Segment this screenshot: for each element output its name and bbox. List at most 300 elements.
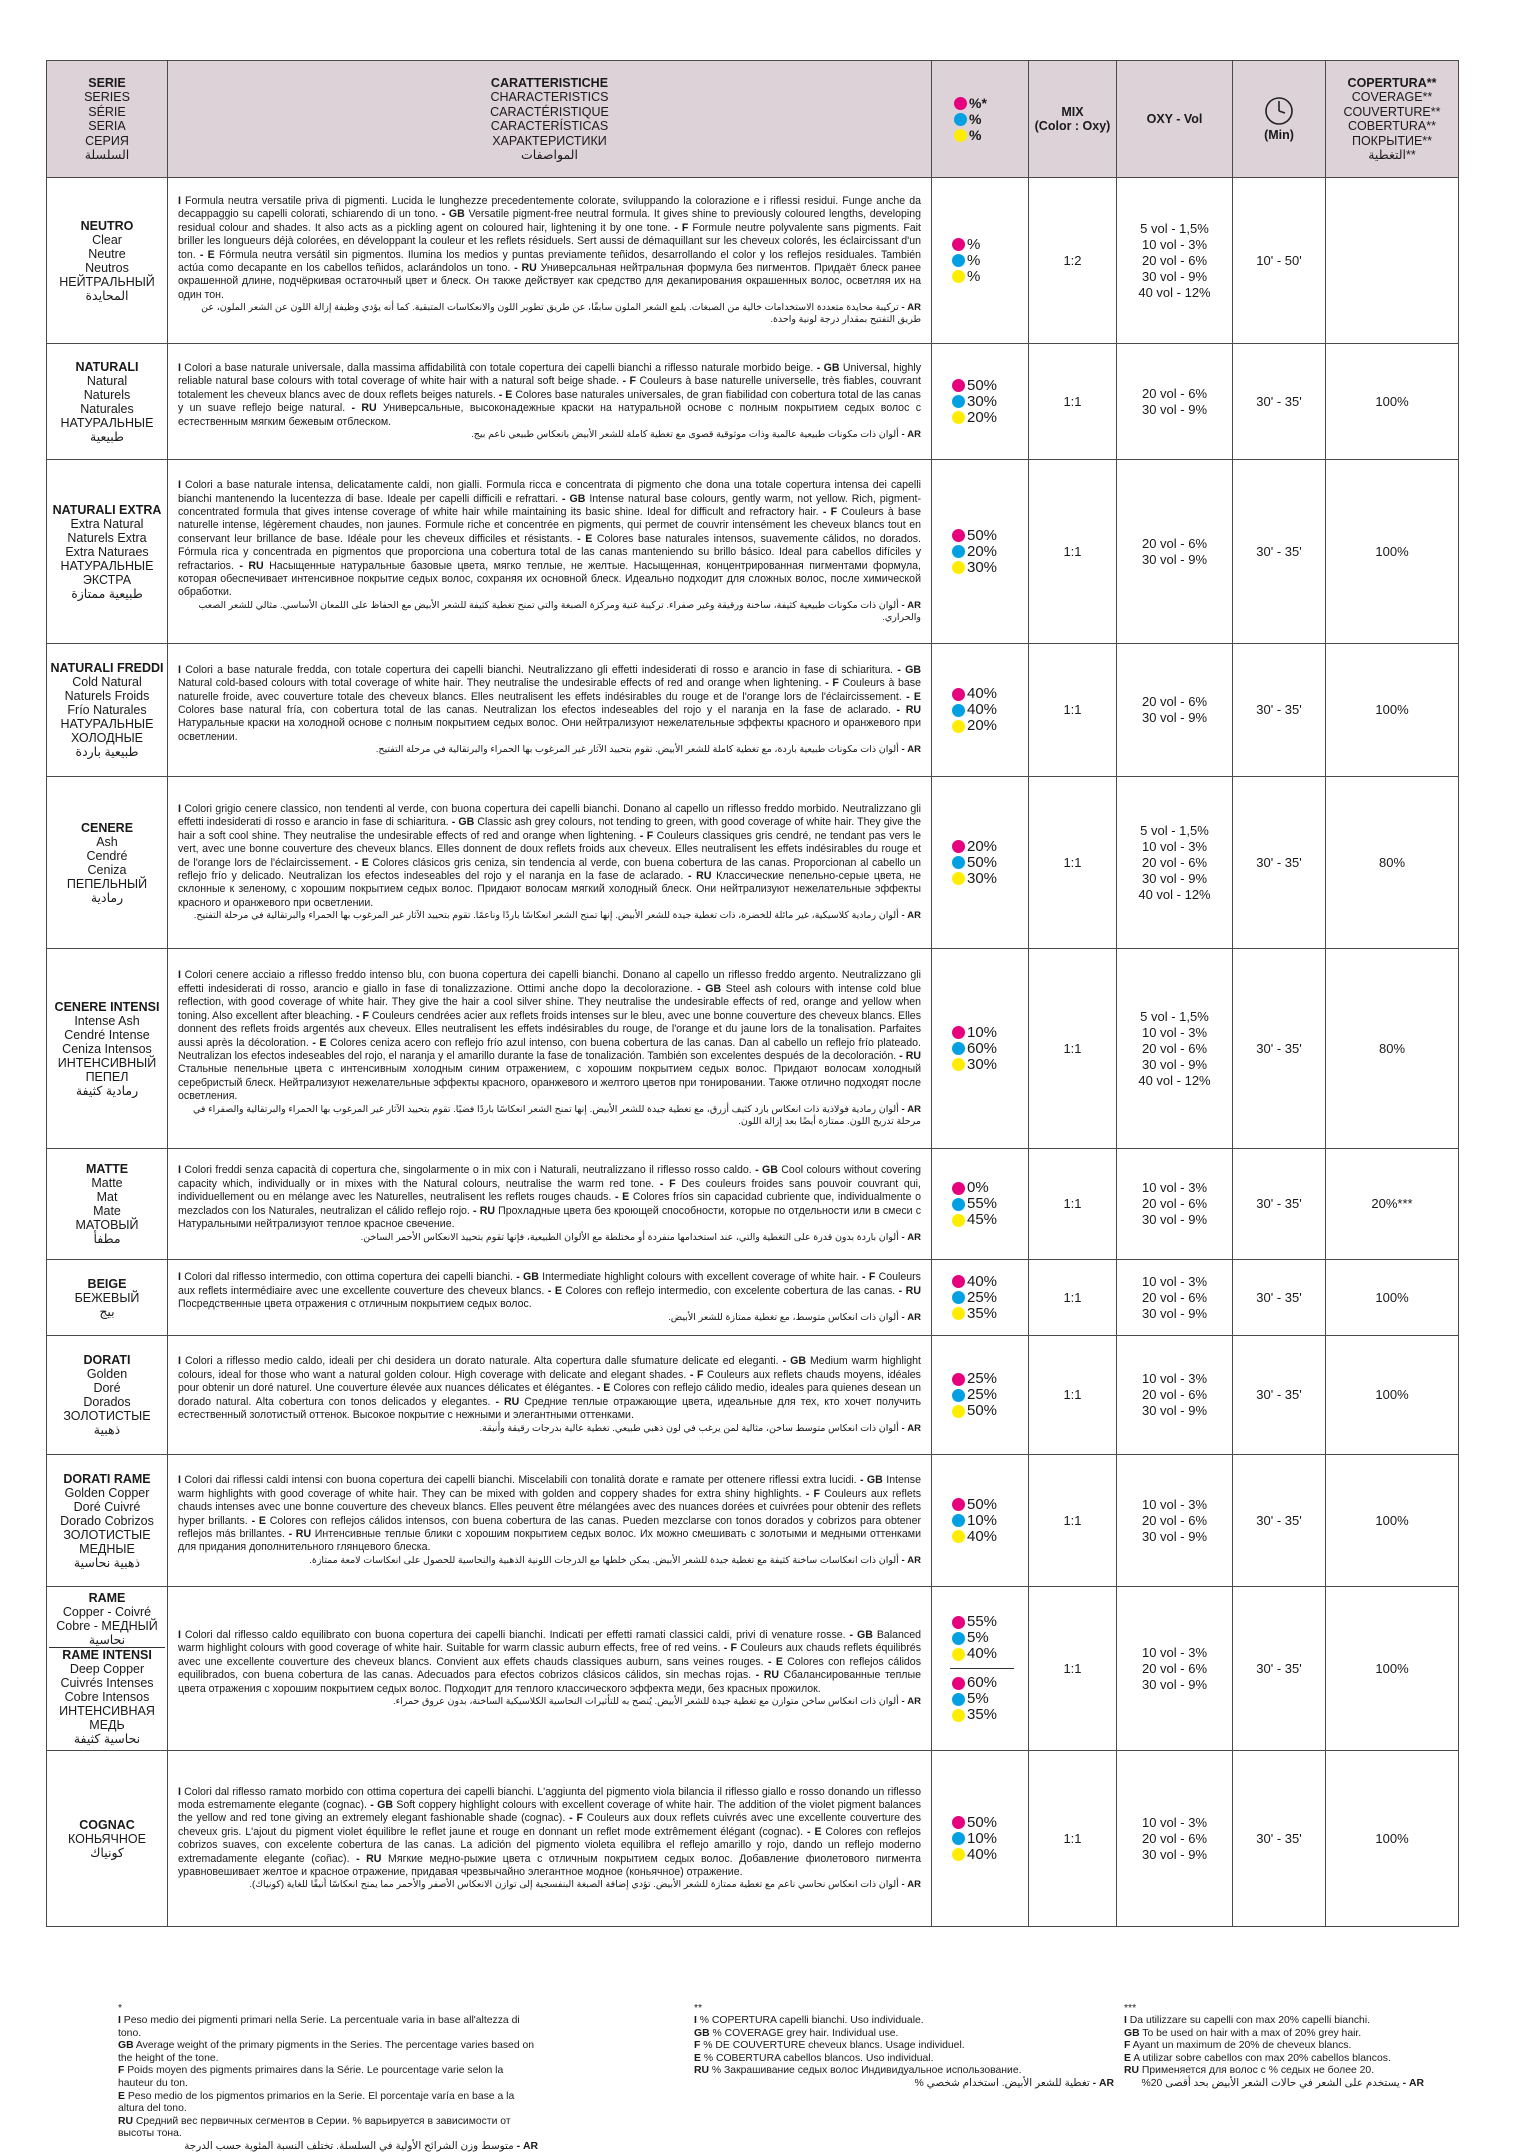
serie-name: Cold Natural bbox=[72, 675, 142, 689]
serie-name: Doré Cuivré bbox=[73, 1499, 141, 1514]
coverage-cell: 80% bbox=[1326, 777, 1459, 949]
footnote-text: يستخدم على الشعر في حالات الشعر الأبيض بحد أقصى 20% bbox=[1141, 2077, 1403, 2089]
footnote-text: Average weight of the primary pigments in the Series. The percentage varies based on the height of the tone. bbox=[118, 2040, 535, 2064]
language-code: - E bbox=[354, 856, 369, 869]
pigment-value: 40% bbox=[967, 1645, 998, 1662]
description-segment: Classic ash grey colours, not tending to green, with good coverage of white hair. They give the hair a soft cool shine. They neutralise the undesirable effects of red and orange when lightening. bbox=[178, 816, 921, 842]
language-code: - GB bbox=[859, 1474, 883, 1487]
oxy-cell bbox=[1117, 344, 1233, 460]
language-code: - F bbox=[569, 1812, 583, 1825]
serie-cell bbox=[47, 1587, 168, 1751]
header-cov-label-3: COBERTURA** bbox=[1348, 119, 1436, 133]
oxy-value: 20 vol - 6% bbox=[1141, 854, 1208, 870]
cyan-dot-icon bbox=[952, 1291, 965, 1304]
language-code: AR - bbox=[901, 1879, 921, 1891]
characteristics-cell bbox=[168, 1587, 932, 1751]
footnote-text: Poids moyen des pigments primaires dans la Série. Le pourcentage varie selon la hauteur du ton. bbox=[118, 2065, 504, 2089]
header-cov-label-4: ПОКРЫТИЕ** bbox=[1351, 133, 1433, 148]
description-text bbox=[178, 1271, 921, 1311]
serie-cell bbox=[47, 644, 168, 777]
oxy-value: 40 vol - 12% bbox=[1138, 1072, 1211, 1088]
oxy-cell bbox=[1117, 1149, 1233, 1260]
coverage-cell: 100% bbox=[1326, 460, 1459, 644]
description-segment: Couleurs aux reflets intermédiaire avec une excellente couverture des cheveux blancs. bbox=[178, 1271, 921, 1297]
pigment-value: 55% bbox=[967, 1613, 998, 1630]
serie-name: Ash bbox=[96, 834, 118, 849]
table-row bbox=[47, 949, 1459, 1149]
yellow-dot-icon bbox=[952, 1848, 965, 1861]
serie-name: Ceniza bbox=[87, 862, 127, 877]
magenta-dot-icon bbox=[952, 1373, 965, 1386]
description-segment: Intense natural base colours, gently warm, not yellow. Rich, pigment-concentrated formula that gives intense coverage of white hair while maintaining its basic shine. Ideal for difficult and refractory hair. bbox=[178, 492, 922, 518]
description-segment: Couleurs à base naturelle intense, légèrement chaudes, non jaunes. Formule riche et concentrée en pigments, qui permet de couvrir intensément les cheveux blancs tout en conservant leur brillance de base. Idéale pour les cheveux difficiles et résistants. bbox=[178, 505, 922, 545]
description-text bbox=[178, 1355, 921, 1422]
serie-name: ذهبية bbox=[93, 1423, 121, 1437]
pigment-row bbox=[952, 1707, 1028, 1723]
description-segment: Colori a base naturale universale, dalla massima affidabilità con totale copertura dei capelli bianchi a riflesso naturale morbido beige. bbox=[180, 361, 817, 374]
serie-name: Naturels bbox=[83, 387, 131, 402]
oxy-cell bbox=[1117, 1336, 1233, 1455]
description-segment: Colori dai riflessi caldi intensi con buona copertura dei capelli bianchi. Miscelabili con tonalità dorate e ramate per ottenere riflessi extra lucidi. bbox=[180, 1474, 860, 1487]
serie-name: НАТУРАЛЬНЫЕ bbox=[60, 558, 154, 573]
serie-cell bbox=[47, 1260, 168, 1336]
language-code: - RU bbox=[898, 1284, 921, 1297]
description-segment: Colori a base naturale fredda, con totale copertura dei capelli bianchi. Neutralizzano gli effetti indesiderati di rosso e arancio in fase di schiaritura. bbox=[180, 663, 898, 676]
cyan-dot-icon bbox=[954, 113, 967, 126]
footnote-line bbox=[118, 2116, 538, 2141]
arabic-description bbox=[178, 910, 921, 922]
serie-name: كونياك bbox=[90, 1845, 124, 1860]
pigment-cell bbox=[932, 1149, 1029, 1260]
header-min-label: (Min) bbox=[1264, 127, 1294, 142]
serie-name: نحاسية bbox=[49, 1633, 165, 1648]
language-code: AR - bbox=[901, 429, 921, 441]
cyan-dot-icon bbox=[952, 545, 965, 558]
oxy-value: 30 vol - 9% bbox=[1141, 1846, 1208, 1862]
description-segment: ألوان ذات مكونات طبيعية كثيفة، ساخنة ورقيقة وغير صفراء. تركيبة غنية ومركزة الصبغة والتي تمنح تغطية كثيفة للشعر الأبيض مع الحفاظ على اللمعان الأساسي. مثالي للشعر الصعب والحراري. bbox=[198, 599, 921, 623]
oxy-value: 20 vol - 6% bbox=[1141, 535, 1208, 551]
magenta-dot-icon bbox=[952, 1275, 965, 1288]
characteristics-cell bbox=[168, 344, 932, 460]
serie-name: ИНТЕНСИВНАЯ МЕДЬ bbox=[59, 1704, 155, 1732]
pigment-cell bbox=[932, 1336, 1029, 1455]
serie-name: ЭКСТРА bbox=[82, 572, 132, 587]
serie-name: CENERE INTENSI bbox=[54, 999, 160, 1014]
serie-name: NEUTRO bbox=[80, 218, 134, 233]
serie-cell bbox=[47, 1455, 168, 1587]
header-percent bbox=[932, 61, 1029, 178]
characteristics-cell bbox=[168, 644, 932, 777]
description-segment: Colori a base naturale intensa, delicatamente caldi, non gialli. Formula ricca e concentrata di pigmento che dona una totale copertura intensa dei capelli bianchi mantenendo la lucentezza di base. Ideale per capelli difficili e refrattari. bbox=[178, 479, 921, 505]
pigment-row bbox=[952, 378, 1028, 394]
header-serie bbox=[47, 61, 168, 178]
language-code: - RU bbox=[755, 1669, 779, 1682]
coverage-cell: 100% bbox=[1326, 1455, 1459, 1587]
language-code: F bbox=[118, 2065, 125, 2077]
pigment-row bbox=[952, 1196, 1028, 1212]
pigment-value: % bbox=[967, 235, 981, 253]
pigment-row bbox=[952, 1025, 1028, 1041]
arabic-description bbox=[178, 744, 921, 756]
pigment-cell bbox=[932, 344, 1029, 460]
color-chart-table bbox=[46, 60, 1459, 1927]
language-code: I bbox=[178, 479, 181, 492]
description-text bbox=[178, 1164, 921, 1231]
magenta-dot-icon bbox=[952, 840, 965, 853]
description-segment: ألوان رمادية كلاسيكية، غير مائلة للخضرة، ذات تغطية جيدة للشعر الأبيض. إنها تمنح الشعر انعكاسًا باردًا وناعمًا. تقوم بتحييد الآثار غير المرغوب بها الحمراء والبرتقالية في مرحلة التفتيح. bbox=[193, 910, 902, 922]
language-code: - RU bbox=[356, 1852, 382, 1865]
oxy-value: 20 vol - 6% bbox=[1141, 1387, 1208, 1402]
cyan-dot-icon bbox=[952, 1389, 965, 1402]
pigment-row bbox=[952, 528, 1028, 544]
footnote-text: To be used on hair with a max of 20% grey hair. bbox=[1139, 2027, 1362, 2039]
header-serie-label-3: SERIA bbox=[88, 119, 126, 133]
description-segment: ألوان ذات انعكاسات ساخنة كثيفة مع تغطية جيدة للشعر الأبيض. يمكن خلطها مع الدرجات اللونية الذهبية والنحاسية للحصول على انعكاسات لامعة ممتازة. bbox=[309, 1554, 902, 1566]
oxy-value: 30 vol - 9% bbox=[1141, 268, 1208, 284]
serie-name: ЗОЛОТИСТЫЕ bbox=[63, 1527, 151, 1542]
description-segment: Прохладные цвета без кроющей способности, которые по отдельности или в смеси с Натуральными нейтрализуют теплое красное свечение. bbox=[178, 1204, 921, 1231]
pigment-value: 5% bbox=[967, 1690, 989, 1707]
serie-name: Golden Copper bbox=[64, 1485, 150, 1500]
pigment-cell bbox=[932, 1455, 1029, 1587]
footnote-text: % COVERAGE grey hair. Individual use. bbox=[709, 2027, 899, 2039]
oxy-value: 10 vol - 3% bbox=[1141, 1496, 1208, 1512]
pigment-value: 0% bbox=[967, 1179, 989, 1196]
description-segment: Натуральные краски на холодной основе с полным покрытием седых волос. Они нейтрализуют нежелательные эффекты красного и оранжевого при осветлении. bbox=[178, 717, 921, 743]
footnote-arabic bbox=[694, 2078, 1114, 2091]
footnote-line bbox=[118, 2015, 538, 2040]
oxy-cell bbox=[1117, 1587, 1233, 1751]
footnote-column bbox=[118, 2003, 538, 2154]
serie-name: Neutros bbox=[85, 260, 129, 275]
coverage-cell: 100% bbox=[1326, 644, 1459, 777]
language-code: GB bbox=[1124, 2027, 1140, 2039]
pigment-cell bbox=[932, 949, 1029, 1149]
language-code: - RU bbox=[899, 1049, 921, 1062]
oxy-value: 20 vol - 6% bbox=[1141, 1040, 1208, 1056]
description-segment: Посредственные цвета отражения с отличным покрытием седых волос. bbox=[178, 1298, 532, 1311]
header-pct-row bbox=[954, 95, 1028, 111]
oxy-value: 10 vol - 3% bbox=[1141, 1371, 1208, 1386]
serie-cell bbox=[47, 460, 168, 644]
language-code: - GB bbox=[697, 982, 722, 995]
oxy-cell bbox=[1117, 1751, 1233, 1927]
oxy-value: 20 vol - 6% bbox=[1141, 1512, 1208, 1528]
pigment-value: 35% bbox=[967, 1304, 998, 1322]
footnote-text: Применяется для волос с % седых не более 20. bbox=[1139, 2065, 1375, 2077]
footnote-column bbox=[694, 2003, 1114, 2091]
table-row bbox=[47, 1336, 1459, 1455]
description-segment: Colori grigio cenere classico, non tendenti al verde, con buona copertura dei capelli bianchi. Donano al capello un riflesso freddo morbido. Neutralizzano gli effetti indesiderati di rosso e arancio in fase di schiaritura. bbox=[178, 802, 921, 829]
description-segment: Интенсивные теплые блики с хорошим покрытием седых волос. Их можно смешивать с золотыми и медными оттенками для придания дополнительного глянцевого блеска. bbox=[178, 1527, 921, 1554]
serie-name: Natural bbox=[86, 373, 128, 388]
language-code: - RU bbox=[288, 1527, 312, 1540]
description-segment: Универсальная нейтральная формула без пигментов. Придаёт блеск ранее окрашенной длине, подчёркивая остаточный цвет и блеск. Он также действует как средство для декапирования окрашенных волос, осветляя их на один тон. bbox=[178, 261, 922, 301]
serie-name: MATTE bbox=[85, 1162, 129, 1176]
pigment-value: 20% bbox=[967, 837, 998, 855]
language-code: - GB bbox=[782, 1355, 806, 1368]
oxy-value: 40 vol - 12% bbox=[1138, 886, 1211, 902]
serie-name: Ceniza Intensos bbox=[62, 1041, 152, 1056]
pigment-row bbox=[952, 855, 1028, 871]
serie-name: Intense Ash bbox=[74, 1013, 140, 1028]
serie-name: Clear bbox=[92, 232, 122, 247]
description-segment: ألوان رمادية فولاذية ذات انعكاس بارد كثيف أزرق، مع تغطية جيدة للشعر الأبيض. إنها تمنح الشعر انعكاسًا باردًا فضيًا. تقوم بتحييد الآثار غير المرغوب بها الحمراء والبرتقالية والصفراء في مرحلة تدريج اللون. ممتازة أيضًا بعد إزالة اللون. bbox=[193, 1103, 921, 1127]
magenta-dot-icon bbox=[952, 1182, 965, 1195]
header-pct-value: % bbox=[969, 127, 982, 143]
header-cov-label-0: COPERTURA** bbox=[1347, 75, 1437, 90]
language-code: E bbox=[694, 2052, 701, 2064]
oxy-value: 10 vol - 3% bbox=[1141, 236, 1208, 252]
language-code: - RU bbox=[239, 559, 264, 572]
header-serie-label-1: SERIES bbox=[84, 90, 130, 104]
mix-cell: 1:1 bbox=[1029, 344, 1117, 460]
oxy-value: 10 vol - 3% bbox=[1141, 838, 1208, 854]
time-cell: 30' - 35' bbox=[1233, 777, 1326, 949]
serie-name: طبيعية bbox=[90, 429, 124, 444]
pigment-value: 50% bbox=[967, 376, 998, 394]
header-serie-label-5: السلسلة bbox=[84, 148, 130, 162]
pigment-row bbox=[952, 718, 1028, 734]
serie-name: МАТОВЫЙ bbox=[75, 1218, 139, 1232]
pigment-row bbox=[952, 839, 1028, 855]
cyan-dot-icon bbox=[952, 704, 965, 717]
language-code: E bbox=[1124, 2052, 1131, 2064]
pigment-cell bbox=[932, 644, 1029, 777]
footnote-mark: * bbox=[118, 2003, 123, 2014]
description-segment: ألوان ذات انعكاس نحاسي ناعم مع تغطية ممتازة للشعر الأبيض. تؤدي إضافة الصبغة البنفسجية إلى توازن الانعكاس الأصفر والأحمر مما يمنح انعكاسًا أنيقًا للغاية (كونياك). bbox=[249, 1879, 902, 1891]
serie-name: Cobre - МЕДНЫЙ bbox=[56, 1619, 158, 1633]
description-segment: Couleurs aux reflets chauds intenses avec une bonne couverture des cheveux blancs. Elles peuvent être mélangées avec des nuances dorées et cuivrées pour obtenir des reflets hyper brillants. bbox=[178, 1487, 921, 1527]
coverage-cell: 100% bbox=[1326, 1336, 1459, 1455]
footnote-line bbox=[1124, 2028, 1424, 2041]
language-code: AR - bbox=[901, 599, 921, 611]
language-code: AR - bbox=[901, 910, 921, 922]
language-code: - GB bbox=[816, 361, 840, 374]
pigment-cell bbox=[932, 1587, 1029, 1751]
magenta-dot-icon bbox=[952, 1816, 965, 1829]
mix-cell: 1:1 bbox=[1029, 1260, 1117, 1336]
description-text bbox=[178, 1786, 921, 1880]
serie-name: Cendré bbox=[86, 848, 128, 863]
language-code: - GB bbox=[441, 208, 465, 221]
description-segment: تركيبة محايدة متعددة الاستخدامات خالية من الصبغات. يلمع الشعر الملون سابقًا، عن طريق تطوير اللون والانعكاسات المتبقية. كما أنه يؤدي وظيفة إزالة اللون عن الشعر الملون، عن طريق التفتيح بمقدار درجة لونية واحدة. bbox=[201, 302, 921, 326]
yellow-dot-icon bbox=[952, 561, 965, 574]
oxy-cell bbox=[1117, 777, 1233, 949]
language-code: I bbox=[178, 802, 181, 815]
pigment-value: 40% bbox=[967, 1272, 998, 1290]
description-segment: Colores con reflejo cálido medio, ideales para quienes desean un dorado natural. Alta cobertura con tonos delicados y elegantes. bbox=[178, 1382, 921, 1408]
description-segment: Colores con reflejos cálidos intensos, con buena cobertura de las canas. Pueden mezclarse con tonos dorados y cobrizos para obtener reflejos más brillantes. bbox=[178, 1514, 921, 1540]
table-row bbox=[47, 777, 1459, 949]
serie-name: COGNAC bbox=[79, 1817, 135, 1832]
description-segment: Насыщенные натуральные базовые цвета, мягко теплые, не желтые. Насыщенная, концентрированная пигментами формула, которая обеспечивает интенсивное покрытие седых волос, сохраняя их основной блеск. Идеально подходит для сложных волос, после химической обработки. bbox=[178, 559, 921, 599]
oxy-value: 10 vol - 3% bbox=[1141, 1180, 1208, 1195]
description-segment: Colores ceniza acero con reflejo frío azul intenso, con buena cobertura de las canas. Dan al cabello un reflejo frío plateado. Neutralizan los efectos indeseables del rojo, el naranja y el amarillo durante la fase de tonalización. También son excelentes después de la decoloración. bbox=[178, 1036, 921, 1062]
footnote-line bbox=[1124, 2065, 1424, 2078]
description-segment: ألوان ذات انعكاس ساخن متوازن مع تغطية جيدة للشعر الأبيض. يُنصح به للتأثيرات النحاسية الكلاسيكية الساخنة، بدون عروق حمراء. bbox=[392, 1696, 902, 1708]
description-segment: ألوان باردة بدون قدرة على التغطية والتي، عند استخدامها منفردة أو مختلطة مع الألوان الطبيعية، فإنها تقوم بتحييد الانعكاس الأحمر الساخن. bbox=[360, 1231, 902, 1243]
serie-name: رمادية bbox=[90, 890, 124, 905]
arabic-description bbox=[178, 1312, 921, 1324]
cyan-dot-icon bbox=[952, 395, 965, 408]
header-mix-sub: (Color : Oxy) bbox=[1034, 119, 1111, 133]
language-code: - E bbox=[199, 248, 215, 261]
table-row bbox=[47, 1587, 1459, 1751]
time-cell: 30' - 35' bbox=[1233, 644, 1326, 777]
footnote-text: Da utilizzare su capelli con max 20% capelli bianchi. bbox=[1126, 2015, 1371, 2026]
magenta-dot-icon bbox=[952, 1677, 965, 1690]
description-segment: Couleurs cendrées acier aux reflets froids intenses sur le bleu, avec une bonne couverture des cheveux blancs. Elles donnent des reflets froids argentés aux cheveux. Elles neutralisent les effets indésirables du rouge, de l'orange et du jaune lors de la tonalisation. Parfaites aussi après la décoloration. bbox=[178, 1009, 921, 1049]
language-code: AR - bbox=[901, 1554, 921, 1566]
oxy-value: 10 vol - 3% bbox=[1141, 1814, 1208, 1830]
pigment-row bbox=[952, 269, 1028, 285]
language-code: AR - bbox=[901, 1311, 921, 1323]
serie-name: BEIGE bbox=[87, 1276, 127, 1291]
language-code: - F bbox=[723, 1642, 738, 1655]
time-cell: 30' - 35' bbox=[1233, 1260, 1326, 1336]
pigment-value: 60% bbox=[967, 1039, 998, 1057]
oxy-value: 30 vol - 9% bbox=[1141, 710, 1208, 725]
language-code: - F bbox=[822, 505, 838, 518]
footnote-arabic bbox=[118, 2141, 538, 2154]
oxy-value: 30 vol - 9% bbox=[1141, 401, 1208, 417]
description-segment: Couleurs à base naturelle froide, avec couverture totale des cheveux blancs. Elles neutralisent les effets indésirables du rouge et de l'orange lors de l'éclaircissement. bbox=[178, 677, 921, 703]
language-code: - F bbox=[689, 1368, 704, 1381]
language-code: - RU bbox=[896, 704, 921, 716]
footnote-line bbox=[1124, 2053, 1424, 2066]
description-segment: Colores con reflejos cálidos equilibrados, con buena cobertura de las canas. Adecuados para efectos cobrizos clásicos cálidos, sin mechas rojas. bbox=[178, 1655, 922, 1682]
description-text bbox=[178, 479, 921, 600]
oxy-cell bbox=[1117, 1260, 1233, 1336]
header-char-label-5: المواصفات bbox=[521, 148, 578, 162]
description-segment: Colores con reflejos cobrizos suaves, con excelente cobertura de las canas. La adición del pigmento violeta equilibra el reflejo amarillo y rojo, dando un reflejo moderno extremadamente elegante (coñac). bbox=[178, 1825, 921, 1865]
time-cell: 30' - 35' bbox=[1233, 1336, 1326, 1455]
yellow-dot-icon bbox=[952, 872, 965, 885]
footnote-text: % Закрашивание седых волос Индивидуальное использование. bbox=[709, 2065, 1022, 2077]
footnote-mark: ** bbox=[694, 2003, 703, 2014]
serie-name: Cobre Intensos bbox=[64, 1690, 150, 1704]
table-row bbox=[47, 644, 1459, 777]
description-text bbox=[178, 664, 921, 744]
oxy-value: 20 vol - 6% bbox=[1141, 1289, 1208, 1305]
magenta-dot-icon bbox=[952, 529, 965, 542]
pigment-value: 30% bbox=[967, 869, 998, 887]
magenta-dot-icon bbox=[952, 688, 965, 701]
yellow-dot-icon bbox=[952, 270, 965, 283]
header-cov-label-5: التغطية** bbox=[1368, 148, 1416, 162]
description-segment: Intense warm highlights with good coverage of white hair. They can be mixed with golden and coppery shades for extra shiny highlights. bbox=[178, 1474, 921, 1500]
footnote-line bbox=[694, 2015, 1114, 2028]
description-segment: Couleurs aux chauds reflets équilibrés avec une excellente couverture des cheveux blancs. Convient aux effets chauds classiques auburn, sans veines rouges. bbox=[178, 1642, 921, 1668]
mix-cell: 1:2 bbox=[1029, 178, 1117, 344]
serie-name: RAME bbox=[88, 1591, 126, 1605]
language-code: - F bbox=[674, 221, 689, 234]
header-serie-label-4: СЕРИЯ bbox=[85, 133, 129, 148]
yellow-dot-icon bbox=[952, 1058, 965, 1071]
header-min bbox=[1233, 61, 1326, 178]
pigment-value: 20% bbox=[967, 542, 998, 560]
oxy-value: 20 vol - 6% bbox=[1141, 1196, 1208, 1211]
mix-cell: 1:1 bbox=[1029, 949, 1117, 1149]
description-segment: Balanced warm highlight colours with good coverage of white hair. Suitable for warm classic auburn effects, free of red veins. bbox=[178, 1628, 921, 1655]
pigment-value: 50% bbox=[967, 1813, 998, 1831]
serie-name: ИНТЕНСИВНЫЙ bbox=[57, 1055, 157, 1070]
language-code: I bbox=[1124, 2015, 1127, 2026]
footnote-text: متوسط وزن الشرائح الأولية في السلسلة. تختلف النسبة المئوية حسب الدرجة bbox=[184, 2140, 517, 2152]
serie-name: НАТУРАЛЬНЫЕ bbox=[60, 717, 154, 731]
description-segment: ألوان ذات مكونات طبيعية عالمية وذات موثوقية قصوى مع تغطية كاملة للشعر الأبيض بانعكاس طبيعي ناعم بيج. bbox=[471, 429, 902, 441]
footnote-line bbox=[694, 2040, 1114, 2053]
description-segment: Классические пепельно-серые цвета, не склонные к зеленому, с хорошим покрытием седых волос. Придают волосам мягкий холодный блеск. Они нейтрализуют нежелательные эффекты красного и оранжевого при осветлении. bbox=[178, 869, 921, 909]
language-code: RU bbox=[1124, 2065, 1140, 2077]
serie-name: МЕДНЫЕ bbox=[79, 1541, 135, 1556]
serie-name: DORATI bbox=[83, 1353, 131, 1367]
pigment-value: 50% bbox=[967, 526, 998, 544]
description-segment: Medium warm highlight colours, ideal for those who want a natural golden colour. High coverage with delicate and elegant shades. bbox=[178, 1355, 921, 1381]
serie-name: Mate bbox=[93, 1204, 121, 1218]
language-code: AR - bbox=[901, 1696, 921, 1708]
header-serie-label-2: SÉRIE bbox=[88, 104, 126, 119]
pigment-row bbox=[952, 560, 1028, 576]
header-mix-label: MIX bbox=[1061, 104, 1084, 119]
language-code: - F bbox=[862, 1271, 876, 1284]
serie-name: Frío Naturales bbox=[67, 703, 147, 717]
header-pct-value: %* bbox=[969, 95, 987, 111]
description-segment: Colori a riflesso medio caldo, ideali per chi desidera un dorato naturale. Alta copertura dalle sfumature delicate ed eleganti. bbox=[180, 1355, 783, 1368]
language-code: E bbox=[118, 2090, 125, 2102]
pigment-row bbox=[952, 410, 1028, 426]
arabic-description bbox=[178, 1232, 921, 1244]
language-code: - F bbox=[825, 677, 839, 690]
pigment-row bbox=[952, 1306, 1028, 1322]
description-segment: Colores con reflejo intermedio, con excelente cobertura de las canas. bbox=[561, 1284, 899, 1297]
language-code: AR - bbox=[901, 302, 921, 314]
header-cov-label-2: COUVERTURE** bbox=[1343, 104, 1441, 119]
characteristics-cell bbox=[168, 1336, 932, 1455]
pigment-row bbox=[952, 1815, 1028, 1831]
description-segment: ألوان ذات انعكاس متوسط ساخن، مثالية لمن يرغب في لون ذهبي طبيعي. تغطية عالية بدرجات رقيقة وأنيقة. bbox=[479, 1422, 902, 1434]
oxy-value: 20 vol - 6% bbox=[1141, 1830, 1208, 1846]
description-segment: Colores base naturales intensos, suavemente cálidos, no dorados. Fórmula rica y concentrada en pigmentos que proporciona una cobertura total de las canas manteniendo su brillo básico. Ideal para cabellos difíciles y refractarios. bbox=[178, 532, 921, 572]
cyan-dot-icon bbox=[952, 254, 965, 267]
oxy-value: 30 vol - 9% bbox=[1141, 551, 1208, 567]
cyan-dot-icon bbox=[952, 1198, 965, 1211]
description-text bbox=[178, 362, 921, 429]
pigment-value: 30% bbox=[967, 558, 998, 576]
magenta-dot-icon bbox=[952, 1616, 965, 1629]
arabic-description bbox=[178, 1879, 921, 1891]
serie-name: Deep Copper bbox=[69, 1662, 145, 1676]
pigment-value: 30% bbox=[967, 392, 998, 410]
pigment-row bbox=[952, 1290, 1028, 1306]
serie-name: Cuivrés Intenses bbox=[60, 1676, 154, 1690]
language-code: AR - bbox=[901, 1231, 921, 1243]
serie-cell bbox=[47, 777, 168, 949]
footnote-column bbox=[1124, 2003, 1424, 2091]
language-code: AR - bbox=[901, 744, 921, 756]
oxy-cell bbox=[1117, 460, 1233, 644]
table-row bbox=[47, 1751, 1459, 1927]
serie-cell bbox=[47, 1149, 168, 1260]
arabic-description bbox=[178, 1104, 921, 1128]
pigment-row bbox=[952, 1614, 1028, 1630]
yellow-dot-icon bbox=[952, 1530, 965, 1543]
characteristics-cell bbox=[168, 949, 932, 1149]
yellow-dot-icon bbox=[952, 1405, 965, 1418]
serie-name: Doré bbox=[93, 1381, 121, 1395]
language-code: - GB bbox=[849, 1628, 873, 1641]
